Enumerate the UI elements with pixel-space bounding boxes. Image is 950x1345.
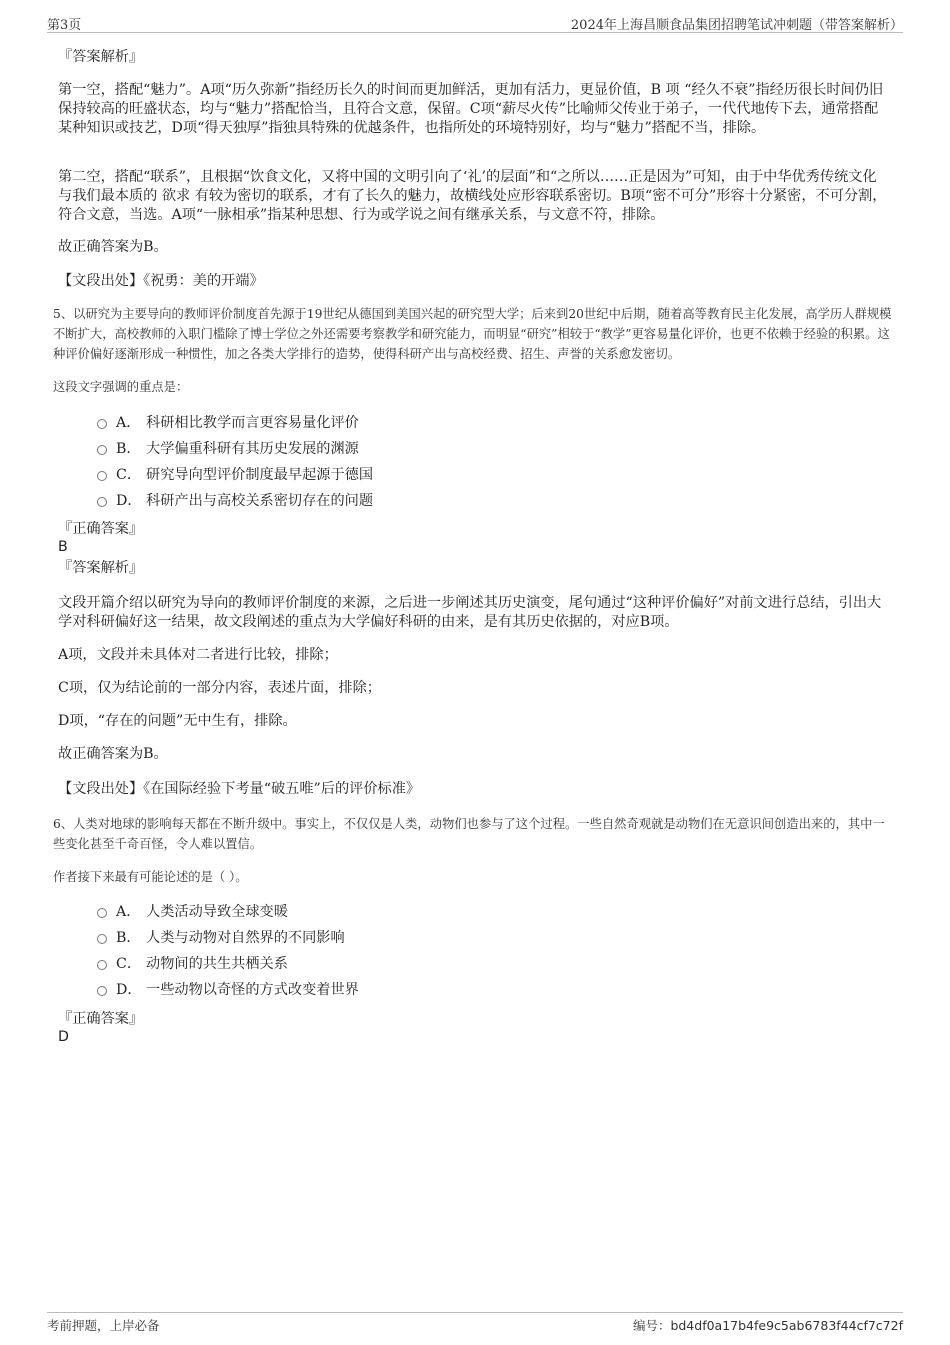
page-header bbox=[47, 12, 903, 33]
radio-icon[interactable] bbox=[97, 934, 107, 944]
page-number: 第3页 bbox=[47, 18, 82, 33]
q6-question: 作者接下来最有可能论述的是（ ）。 bbox=[53, 870, 248, 884]
radio-icon[interactable] bbox=[97, 986, 107, 996]
prev-conclusion: 故正确答案为B。 bbox=[58, 239, 168, 255]
page-footer bbox=[47, 1312, 903, 1335]
prev-analysis-paragraph-1: 第一空，搭配“魅力”。A项“历久弥新”指经历长久的时间而更加鲜活，更加有活力，更显价值，B 项 “经久不衰”指经历很长时间仍旧保持较高的旺盛状态，均与“魅力”搭配恰当，且符合文意，保留。C项“薪尽火传”比喻师父传业于弟子，一代代地传下去，通常搭配某种知识或技艺，D项“得天独厚”指独具特殊的优越条件，也指所处的环境特别好，均与“魅力”搭配不当，排除。 bbox=[58, 82, 884, 136]
footer-slogan: 考前押题，上岸必备 bbox=[47, 1318, 160, 1333]
radio-icon[interactable] bbox=[97, 471, 107, 481]
prev-source: 【文段出处】《祝勇：美的开端》 bbox=[58, 273, 264, 289]
document-code: 编号：bd4df0a17b4fe9c5ab6783f44cf7c72f bbox=[632, 1318, 903, 1333]
radio-icon[interactable] bbox=[97, 445, 107, 455]
q5-conclusion: 故正确答案为B。 bbox=[58, 746, 168, 762]
radio-icon[interactable] bbox=[97, 908, 107, 918]
q5-option-d[interactable]: D． 科研产出与高校关系密切存在的问题 bbox=[97, 488, 797, 514]
q5-analysis-option-c: C项，仅为结论前的一部分内容，表述片面，排除； bbox=[58, 680, 381, 696]
q6-option-b[interactable]: B． 人类与动物对自然界的不同影响 bbox=[97, 925, 797, 951]
q5-question: 这段文字强调的重点是： bbox=[53, 380, 189, 394]
q6-answer-label: 『正确答案』 bbox=[58, 1011, 144, 1027]
radio-icon[interactable] bbox=[97, 497, 107, 507]
document-title: 2024年上海昌顺食品集团招聘笔试冲刺题（带答案解析） bbox=[570, 18, 903, 33]
q5-analysis-option-a: A项，文段并未具体对二者进行比较，排除； bbox=[58, 647, 338, 663]
q6-options bbox=[97, 899, 797, 1003]
q6-answer: D bbox=[58, 1029, 69, 1045]
q6-stem: 6、人类对地球的影响每天都在不断升级中。事实上，不仅仅是人类，动物们也参与了这个过程。一些自然奇观就是动物们在无意识间创造出来的，其中一些变化甚至千奇百怪，令人难以置信。 bbox=[53, 817, 885, 851]
q6-option-d[interactable]: D． 一些动物以奇怪的方式改变着世界 bbox=[97, 977, 797, 1003]
q5-answer: B bbox=[58, 539, 68, 555]
radio-icon[interactable] bbox=[97, 960, 107, 970]
radio-icon[interactable] bbox=[97, 419, 107, 429]
q5-source: 【文段出处】《在国际经验下考量“破五唯”后的评价标准》 bbox=[58, 781, 421, 797]
prev-analysis-label: 『答案解析』 bbox=[58, 49, 144, 65]
q6-option-c[interactable]: C． 动物间的共生共栖关系 bbox=[97, 951, 797, 977]
q5-answer-label: 『正确答案』 bbox=[58, 521, 144, 537]
q5-option-c[interactable]: C． 研究导向型评价制度最早起源于德国 bbox=[97, 462, 797, 488]
q6-option-a[interactable]: A． 人类活动导致全球变暖 bbox=[97, 899, 797, 925]
q5-analysis-label: 『答案解析』 bbox=[58, 560, 144, 576]
q5-analysis-option-d: D项，“存在的问题”无中生有，排除。 bbox=[58, 713, 297, 729]
q5-stem: 5、以研究为主要导向的教师评价制度首先源于19世纪从德国到美国兴起的研究型大学；后来到20世纪中后期，随着高等教育民主化发展，高学历人群规模不断扩大，高校教师的入职门槛除了博士学位之外还需要考察教学和研究能力，而明显“研究”相较于“教学”更容易量化评价，也更不依赖于经验的积累。这种评价偏好逐渐形成一种惯性，加之各类大学排行的造势，使得科研产出与高校经费、招生、声誉的关系愈发密切。 bbox=[53, 307, 892, 361]
q5-option-b[interactable]: B． 大学偏重科研有其历史发展的渊源 bbox=[97, 436, 797, 462]
prev-analysis-paragraph-2: 第二空，搭配“联系”，且根据“饮食文化，又将中国的文明引向了‘礼’的层面”和“之所以……正是因为”可知，由于中华优秀传统文化与我们最本质的 欲求 有较为密切的联系，才有了长久的魅力，故横线处应形容联系密切。B项“密不可分”形容十分紧密，不可分割，符合文意，当选。A项“一脉相承”指某种思想、行为或学说之间有继承关系，与文意不符，排除。 bbox=[58, 169, 887, 223]
q5-analysis-paragraph: 文段开篇介绍以研究为导向的教师评价制度的来源，之后进一步阐述其历史演变，尾句通过“这种评价偏好”对前文进行总结，引出大学对科研偏好这一结果，故文段阐述的重点为大学偏好科研的由来，是有其历史依据的，对应B项。 bbox=[58, 595, 882, 630]
q5-options bbox=[97, 410, 797, 514]
q5-option-a[interactable]: A． 科研相比教学而言更容易量化评价 bbox=[97, 410, 797, 436]
